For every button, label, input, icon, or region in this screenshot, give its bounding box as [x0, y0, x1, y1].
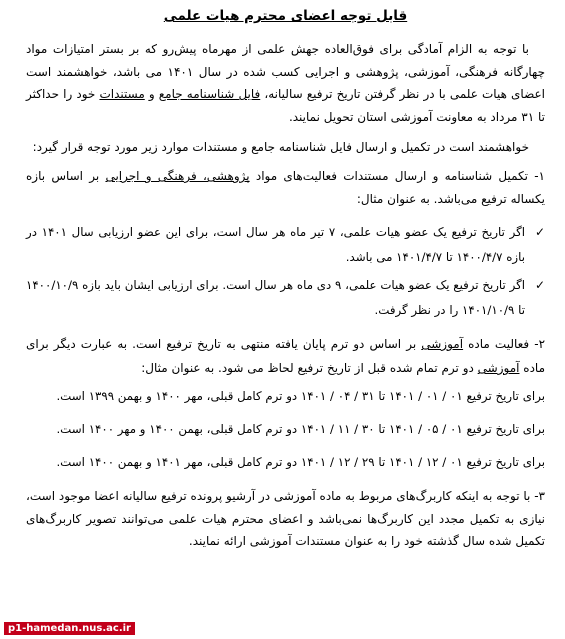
intro-text-b: و: [144, 87, 159, 101]
intro-paragraph: [26, 38, 545, 128]
site-watermark: p1-hamedan.nus.ac.ir: [4, 622, 135, 635]
example-line-3: برای تاریخ ترفیع ۰۱ / ۱۲ / ۱۴۰۱ تا ۲۹ / ۱۲ / ۱۴۰۱ دو ترم کامل قبلی، مهر ۱۴۰۱ و بهمن ۱۴۰۰ است.: [56, 455, 545, 469]
checkmark-icon: ✓: [534, 225, 545, 239]
example-item-2-text: اگر تاریخ ترفیع یک عضو هیات علمی، ۹ دی ماه هر سال است. برای ارزیابی ایشان باید بازه ۱۴۰۰/۱۰/۹ تا ۱۴۰۱/۱۰/۹ را در نظر گرفت.: [26, 278, 525, 317]
checkmark-icon: ✓: [534, 278, 545, 292]
page-title: قابل توجه اعضای محترم هیات علمی: [163, 8, 408, 24]
section-3: ۳- با توجه به اینکه کاربرگ‌های مربوط به ماده آموزشی در آرشیو پرونده ترفیع سالیانه اعضا موجود است، نیازی به تکمیل مجدد این کاربرگ‌ها نمی‌باشد و اعضای محترم هیات علمی می‌توانند تصویر کاربرگ‌های تکمیل شده سال گذشته خود را به عنوان مستندات آموزشی ارائه نمایند.: [26, 489, 545, 548]
intro-text-a: با توجه به الزام آمادگی برای فوق‌العاده جهش علمی از مهرماه پیش‌رو که بر بستر امتیازات مواد چهارگانه فرهنگی، آموزشی، پژوهشی و اجرایی کسب شده در سال ۱۴۰۱ می باشد، خواهشمند است اعضای هیات علمی با در نظر گرفتن تاریخ ترفیع سالیانه،: [26, 42, 545, 101]
section-2-text-c: دو ترم تمام شده قبل از تاریخ ترفیع لحاظ می شود. به عنوان مثال:: [141, 361, 478, 375]
section-2-underlined-1: آموزشی: [421, 337, 464, 351]
example-item-2: [26, 273, 545, 322]
example-item-1: [26, 220, 545, 269]
section-2-text-a: ۲- فعالیت ماده: [463, 337, 546, 351]
section-2-underlined-2: آموزشی: [477, 361, 520, 375]
intro-underlined-docs: مستندات: [99, 87, 145, 101]
intro-text-c: خود را حداکثر تا ۳۱ مرداد به معاونت آموزشی استان تحویل نمایند.: [26, 87, 545, 124]
section-1: [26, 165, 545, 210]
example-item-1-text: اگر تاریخ ترفیع یک عضو هیات علمی، ۷ تیر ماه هر سال است، برای این عضو ارزیابی سال ۱۴۰۱ در بازه ۱۴۰۰/۴/۷ تا ۱۴۰۱/۴/۷ می باشد.: [26, 225, 525, 264]
section-1-text-b: بر اساس بازه یکساله ترفیع می‌باشد. به عنوان مثال:: [26, 169, 545, 206]
section-2: [26, 332, 545, 380]
section-2-text-b: بر اساس دو ترم پایان یافته منتهی به تاریخ ترفیع است. به عبارت دیگر برای ماده: [26, 337, 545, 375]
section-1-underlined: پژوهشی، فرهنگی و اجرایی: [105, 169, 250, 183]
lead-paragraph: خواهشمند است در تکمیل و ارسال فایل شناسنامه جامع و مستندات موارد زیر مورد توجه قرار گیرد:: [32, 140, 529, 154]
section-1-text-a: ۱- تکمیل شناسنامه و ارسال مستندات فعالیت‌های مواد: [249, 169, 545, 183]
intro-underlined-file: فایل شناسنامه جامع: [158, 87, 261, 101]
example-line-2: برای تاریخ ترفیع ۰۱ / ۰۵ / ۱۴۰۱ تا ۳۰ / ۱۱ / ۱۴۰۱ دو ترم کامل قبلی، بهمن ۱۴۰۰ و مهر ۱۴۰۰ است.: [56, 422, 545, 436]
example-line-1: برای تاریخ ترفیع ۰۱ / ۰۱ / ۱۴۰۱ تا ۳۱ / ۰۴ / ۱۴۰۱ دو ترم کامل قبلی، مهر ۱۴۰۰ و بهمن ۱۳۹۹ است.: [56, 389, 545, 403]
